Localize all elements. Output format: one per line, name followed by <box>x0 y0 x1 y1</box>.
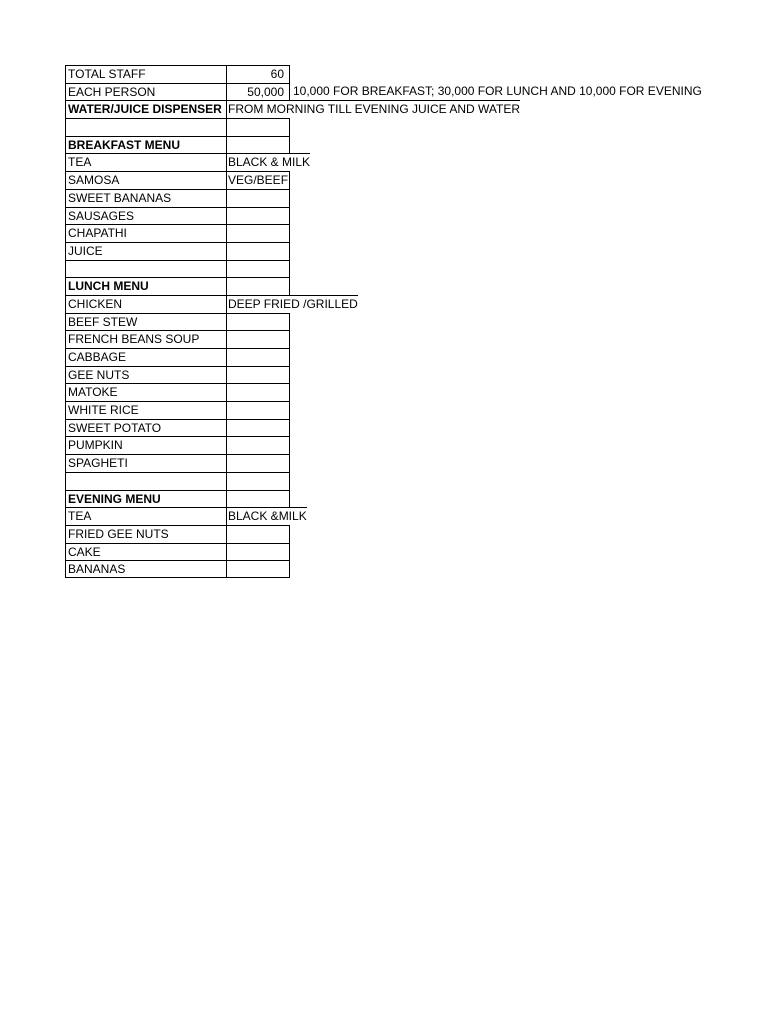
row-value <box>226 454 290 472</box>
row-label: CABBAGE <box>65 348 227 366</box>
row-value: BLACK & MILK <box>228 155 311 170</box>
row-label: LUNCH MENU <box>65 277 227 295</box>
row-label: TEA <box>65 153 227 171</box>
row-label: BEEF STEW <box>65 313 227 331</box>
row-label: CHAPATHI <box>65 224 227 242</box>
row-label: CAKE <box>65 543 227 561</box>
row-label: TEA <box>65 507 227 525</box>
row-value <box>226 136 290 154</box>
row-label: FRENCH BEANS SOUP <box>65 330 227 348</box>
row-label: BANANAS <box>65 560 227 578</box>
row-value <box>226 436 290 454</box>
row-label: CHICKEN <box>65 295 227 313</box>
row-value <box>226 490 290 508</box>
row-label: TOTAL STAFF <box>65 65 227 83</box>
row-value <box>226 348 290 366</box>
row-value <box>226 543 290 561</box>
row-value <box>226 313 290 331</box>
row-value <box>226 242 290 260</box>
row-value <box>226 401 290 419</box>
row-value <box>226 330 290 348</box>
row-label: BREAKFAST MENU <box>65 136 227 154</box>
row-value <box>226 118 290 136</box>
row-label: WHITE RICE <box>65 401 227 419</box>
row-value: FROM MORNING TILL EVENING JUICE AND WATER <box>228 102 521 117</box>
row-label: FRIED GEE NUTS <box>65 525 227 543</box>
row-label: WATER/JUICE DISPENSER <box>65 100 227 118</box>
row-label: SWEET BANANAS <box>65 189 227 207</box>
row-value <box>226 366 290 384</box>
row-label: PUMPKIN <box>65 436 227 454</box>
row-label: GEE NUTS <box>65 366 227 384</box>
row-value <box>226 560 290 578</box>
row-label: MATOKE <box>65 383 227 401</box>
row-note: 10,000 FOR BREAKFAST; 30,000 FOR LUNCH AND 10,000 FOR EVENING <box>293 83 702 98</box>
row-label: SAUSAGES <box>65 207 227 225</box>
row-value: VEG/BEEF <box>228 173 289 188</box>
row-label: SPAGHETI <box>65 454 227 472</box>
row-value <box>226 525 290 543</box>
row-label: EACH PERSON <box>65 83 227 101</box>
row-value <box>226 383 290 401</box>
row-label <box>65 472 227 490</box>
row-value <box>226 419 290 437</box>
row-label <box>65 118 227 136</box>
row-value: 50,000 <box>226 83 290 101</box>
row-value: 60 <box>226 65 290 83</box>
row-label: SAMOSA <box>65 171 227 189</box>
row-label: EVENING MENU <box>65 490 227 508</box>
row-label <box>65 260 227 278</box>
row-value: DEEP FRIED /GRILLED <box>228 296 358 311</box>
row-value <box>226 277 290 295</box>
row-label: JUICE <box>65 242 227 260</box>
row-value <box>226 189 290 207</box>
row-value: BLACK &MILK <box>228 509 307 524</box>
row-value <box>226 472 290 490</box>
row-value <box>226 207 290 225</box>
row-value <box>226 260 290 278</box>
row-label: SWEET POTATO <box>65 419 227 437</box>
row-value <box>226 224 290 242</box>
